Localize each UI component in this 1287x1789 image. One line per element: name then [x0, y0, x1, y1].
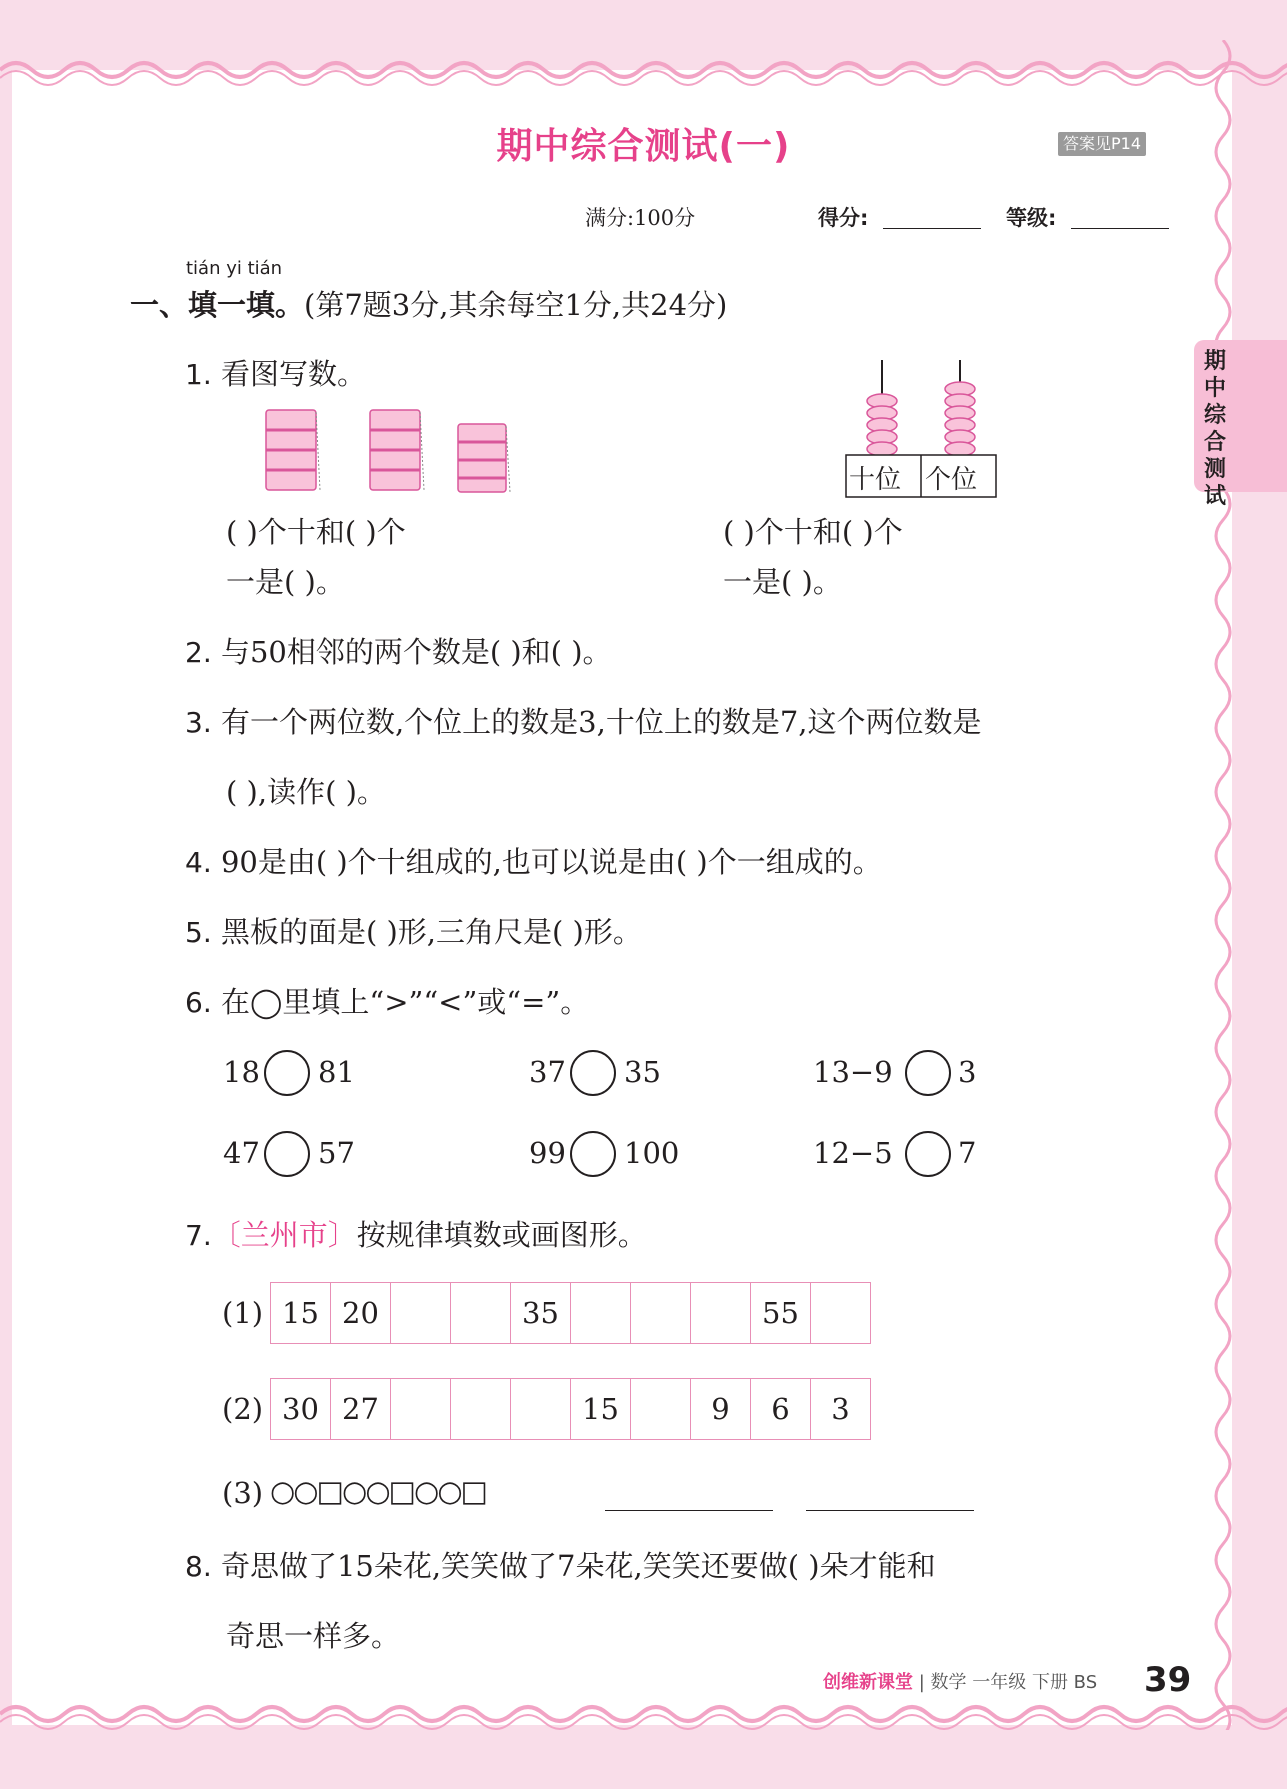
question-text[interactable]: 黑板的面是( )形,三角尺是( )形。 [220, 915, 642, 949]
question-4 [185, 840, 882, 881]
wavy-border-right [1208, 40, 1238, 1730]
grade-blank[interactable] [1071, 228, 1169, 229]
question-number: 2. [185, 636, 212, 669]
sequence-cell: 27 [331, 1379, 391, 1439]
grade-label: 等级: [1006, 206, 1057, 230]
question-text: 按规律填数或画图形。 [356, 1218, 647, 1252]
compare-circle-5[interactable] [570, 1131, 616, 1177]
compare-left-1: 18 [223, 1055, 260, 1089]
section-heading [130, 283, 727, 324]
section-heading-title: 一、填一填。 [130, 288, 305, 322]
counting-sticks-bundles-image [262, 400, 522, 498]
full-score-label: 满分:100分 [585, 206, 696, 230]
compare-right-5: 100 [624, 1136, 680, 1170]
question-5 [185, 910, 642, 951]
question-7 [185, 1213, 647, 1254]
question-number: 8. [185, 1550, 212, 1583]
question-6 [185, 980, 589, 1021]
question-number: 7. [185, 1219, 212, 1252]
row-2-label: (2) [222, 1392, 264, 1426]
question-1 [185, 352, 366, 393]
question-text[interactable]: 与50相邻的两个数是( )和( )。 [220, 635, 612, 669]
region-tag: 〔兰州市〕 [211, 1218, 357, 1252]
question-8-line2: 奇思一样多。 [226, 1619, 401, 1653]
score-label: 得分: [818, 206, 869, 230]
sequence-cell: 55 [751, 1283, 811, 1343]
sequence-cell[interactable] [451, 1379, 511, 1439]
sequence-cell: 9 [691, 1379, 751, 1439]
question-text: 在◯里填上“>”“<”或“=”。 [220, 985, 590, 1019]
sequence-cell[interactable] [391, 1379, 451, 1439]
compare-left-6: 12−5 [813, 1136, 893, 1170]
question-3 [185, 700, 982, 741]
abacus-tens-label: 十位 [849, 465, 902, 495]
abacus [845, 355, 1000, 504]
sequence-cell: 3 [831, 1392, 850, 1426]
footer [823, 1668, 1097, 1694]
compare-left-4: 47 [223, 1136, 260, 1170]
sequence-cell[interactable] [451, 1283, 511, 1343]
row-1-label: (1) [222, 1296, 264, 1330]
sequence-cell[interactable] [631, 1283, 691, 1343]
compare-circle-6[interactable] [905, 1131, 951, 1177]
answer-reference-badge: 答案见P14 [1058, 132, 1146, 156]
compare-left-5: 99 [529, 1136, 566, 1170]
question-text: 有一个两位数,个位上的数是3,十位上的数是7,这个两位数是 [220, 705, 982, 739]
sequence-cell[interactable] [631, 1379, 691, 1439]
compare-circle-4[interactable] [264, 1131, 310, 1177]
compare-right-6: 7 [958, 1136, 977, 1170]
row-3-label: (3) [222, 1476, 264, 1510]
page-title: 期中综合测试(一) [496, 126, 791, 167]
q1-left-answer-line2[interactable]: 一是( )。 [226, 565, 345, 599]
question-number: 6. [185, 986, 212, 1019]
question-text[interactable]: 90是由( )个十组成的,也可以说是由( )个一组成的。 [220, 845, 882, 879]
sequence-cell: 15 [571, 1379, 631, 1439]
compare-left-3: 13−9 [813, 1055, 893, 1089]
question-text: 看图写数。 [220, 357, 366, 391]
sequence-cell[interactable] [811, 1283, 870, 1343]
question-number: 3. [185, 706, 212, 739]
section-heading-note: (第7题3分,其余每空1分,共24分) [304, 288, 728, 322]
compare-circle-2[interactable] [570, 1050, 616, 1096]
shape-answer-blank-1[interactable] [605, 1510, 773, 1511]
sequence-cell: 20 [331, 1283, 391, 1343]
question-3-line2[interactable]: ( ),读作( )。 [226, 775, 386, 809]
question-number: 5. [185, 916, 212, 949]
compare-right-3: 3 [958, 1055, 977, 1089]
compare-right-2: 35 [624, 1055, 661, 1089]
sequence-cell[interactable] [511, 1379, 571, 1439]
side-tab-label: 期中综合测试 [1203, 349, 1226, 509]
question-2 [185, 630, 612, 671]
shape-answer-blank-2[interactable] [806, 1510, 974, 1511]
compare-circle-3[interactable] [905, 1050, 951, 1096]
sequence-row-1 [270, 1282, 871, 1344]
question-number: 4. [185, 846, 212, 879]
compare-right-1: 81 [318, 1055, 355, 1089]
q1-right-answer-line1[interactable]: ( )个十和( )个 [723, 515, 903, 549]
wavy-border-top [0, 48, 1287, 88]
compare-left-2: 37 [529, 1055, 566, 1089]
sequence-cell: 6 [751, 1379, 811, 1439]
score-blank[interactable] [883, 228, 981, 229]
sequence-cell[interactable] [571, 1283, 631, 1343]
footer-info: | 数学 一年级 下册 BS [918, 1672, 1098, 1693]
abacus-ones-label: 个位 [925, 465, 978, 495]
question-8 [185, 1544, 936, 1585]
page-number: 39 [1144, 1660, 1192, 1700]
footer-brand: 创维新课堂 [823, 1672, 913, 1693]
sequence-cell[interactable] [391, 1283, 451, 1343]
compare-right-4: 57 [318, 1136, 355, 1170]
sequence-cell: 30 [271, 1379, 331, 1439]
sequence-cell: 15 [271, 1283, 331, 1343]
sequence-cell[interactable] [691, 1283, 751, 1343]
q1-left-answer-line1[interactable]: ( )个十和( )个 [226, 515, 406, 549]
question-number: 1. [185, 358, 212, 391]
sequence-row-2 [270, 1378, 871, 1440]
sequence-cell: 35 [511, 1283, 571, 1343]
shape-pattern: ○○□○○□○○□ [270, 1474, 487, 1508]
q1-right-answer-line2[interactable]: 一是( )。 [723, 565, 842, 599]
section-pinyin: tián yi tián [186, 258, 283, 279]
question-text[interactable]: 奇思做了15朵花,笑笑做了7朵花,笑笑还要做( )朵才能和 [220, 1549, 936, 1583]
wavy-border-bottom [0, 1700, 1287, 1740]
compare-circle-1[interactable] [264, 1050, 310, 1096]
